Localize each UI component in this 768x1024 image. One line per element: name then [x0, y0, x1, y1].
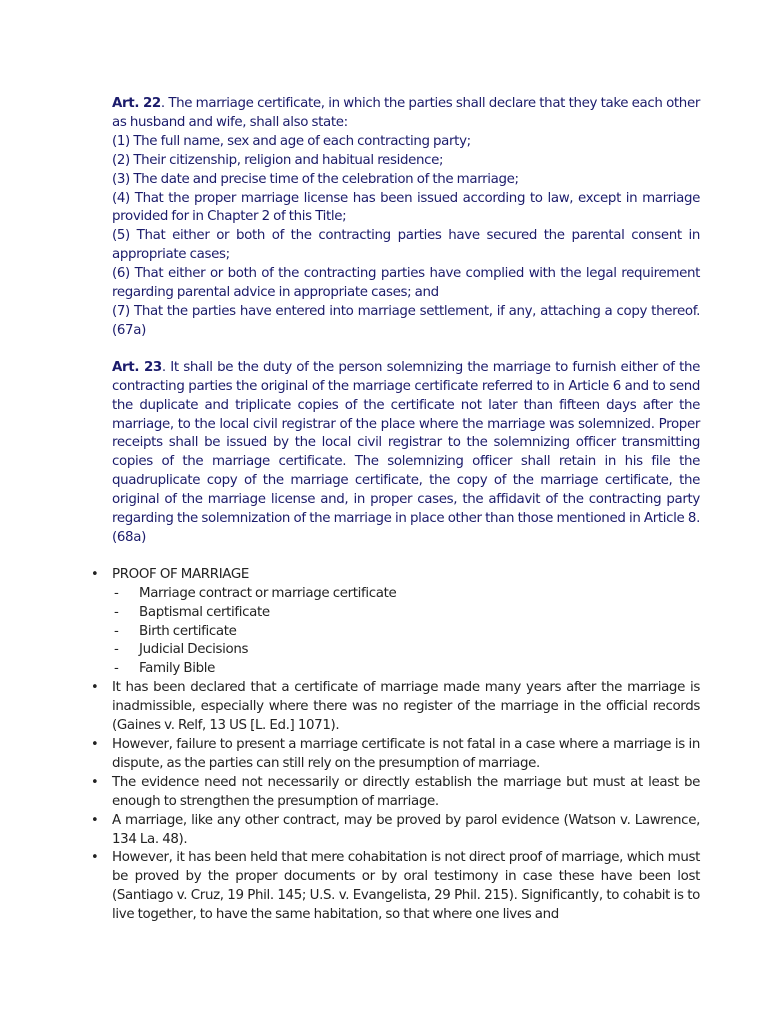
bullet-item-text: It has been declared that a certificate of marriage made many years after the marriage is inadmissible, especially where there was no register of the marriage in the official records (Gaines v. Relf, 13 US [L. Ed.] 1071). [112, 680, 700, 734]
bullet-item-text: A marriage, like any other contract, may be proved by parol evidence (Watson v. Lawrence, 134 La. 48). [112, 812, 700, 847]
article-22-clause-4: (4) That the proper marriage license has been issued according to law, except in marriage provided for in Chapter 2 of this Title; [112, 190, 700, 225]
proof-item-text: Baptismal certificate [139, 604, 270, 620]
article-23-label: Art. 23 [112, 359, 162, 375]
article-22 [112, 95, 700, 341]
proof-item-text: Judicial Decisions [139, 642, 249, 658]
article-22-clause-6: (6) That either or both of the contracting parties have complied with the legal requirement regarding parental advice in appropriate cases; and [112, 266, 700, 301]
proof-item-text: Birth certificate [139, 623, 237, 639]
proof-item [112, 604, 700, 623]
article-22-label: Art. 22 [112, 96, 161, 111]
bullet-item [91, 812, 700, 850]
bullet-marker: • [91, 774, 99, 790]
bullet-marker: • [91, 737, 99, 752]
document-page [91, 95, 700, 925]
proof-item [112, 585, 700, 604]
article-22-clause-2: (2) Their citizenship, religion and habitual residence; [112, 152, 444, 168]
article-23-text: . It shall be the duty of the person solemnizing the marriage to furnish either of the contracting parties the original of the marriage certificate referred to in Article 6 and to send the duplicate and triplicate copies of the certificate not later than fifteen days after the marriage, to the local civil registrar of the place where the marriage was solemnized. Proper receipts shall be issued by the local civil registrar to the solemnizing officer transmitting copies of the marriage certificate. The solemnizing officer shall retain in his file the quadruplicate copy of the marriage certificate, the copy of the marriage certificate, the original of the marriage license and, in proper cases, the affidavit of the contracting party regarding the solemnization of the marriage in place other than those mentioned in Article 8. (68a) [112, 359, 700, 545]
dash-marker: - [114, 623, 119, 639]
bullet-list [91, 566, 700, 925]
bullet-item [91, 774, 700, 812]
bullet-marker: • [91, 812, 99, 828]
proof-item [112, 660, 700, 679]
proof-of-marriage-heading: PROOF OF MARRIAGE [112, 566, 249, 582]
bullet-item [91, 849, 700, 925]
article-22-clause-1: (1) The full name, sex and age of each contracting party; [112, 133, 471, 149]
dash-marker: - [114, 661, 119, 677]
bullet-marker: • [91, 680, 99, 696]
dash-marker: - [114, 642, 119, 658]
article-22-clause-5: (5) That either or both of the contracting parties have secured the parental consent in appropriate cases; [112, 228, 700, 263]
bullet-marker: • [91, 850, 99, 866]
article-22-clause-3: (3) The date and precise time of the celebration of the marriage; [112, 171, 519, 187]
bullet-proof-of-marriage [91, 566, 700, 679]
bullet-item-text: However, failure to present a marriage certificate is not fatal in a case where a marriage is in dispute, as the parties can still rely on the presumption of marriage. [112, 737, 700, 771]
proof-item-text: Marriage contract or marriage certificate [139, 585, 397, 601]
article-22-clause-7: (7) That the parties have entered into marriage settlement, if any, attaching a copy thereof. (67a) [112, 303, 700, 338]
article-22-intro [112, 95, 700, 133]
article-23 [112, 359, 700, 548]
bullet-item-text: However, it has been held that mere cohabitation is not direct proof of marriage, which must be proved by the proper documents or by oral testimony in case these have been lost (Santiago v. Cruz, 19 Phil. 145; U.S. v. Evangelista, 29 Phil. 215). Significantly, to cohabit is to live together, to have the same habitation, so that where one lives and [112, 850, 700, 923]
article-22-intro-text: . The marriage certificate, in which the parties shall declare that they take each other as husband and wife, shall also state: [112, 96, 700, 130]
dash-marker: - [114, 604, 119, 620]
bullet-item-text: The evidence need not necessarily or directly establish the marriage but must at least be enough to strengthen the presumption of marriage. [112, 774, 700, 809]
proof-item [112, 641, 700, 660]
proof-item [112, 623, 700, 642]
bullet-item [91, 736, 700, 774]
article-23-body [112, 359, 700, 548]
proof-sublist [112, 585, 700, 680]
dash-marker: - [114, 585, 119, 601]
proof-item-text: Family Bible [139, 661, 216, 677]
bullet-item [91, 679, 700, 736]
bullet-marker: • [91, 566, 99, 582]
